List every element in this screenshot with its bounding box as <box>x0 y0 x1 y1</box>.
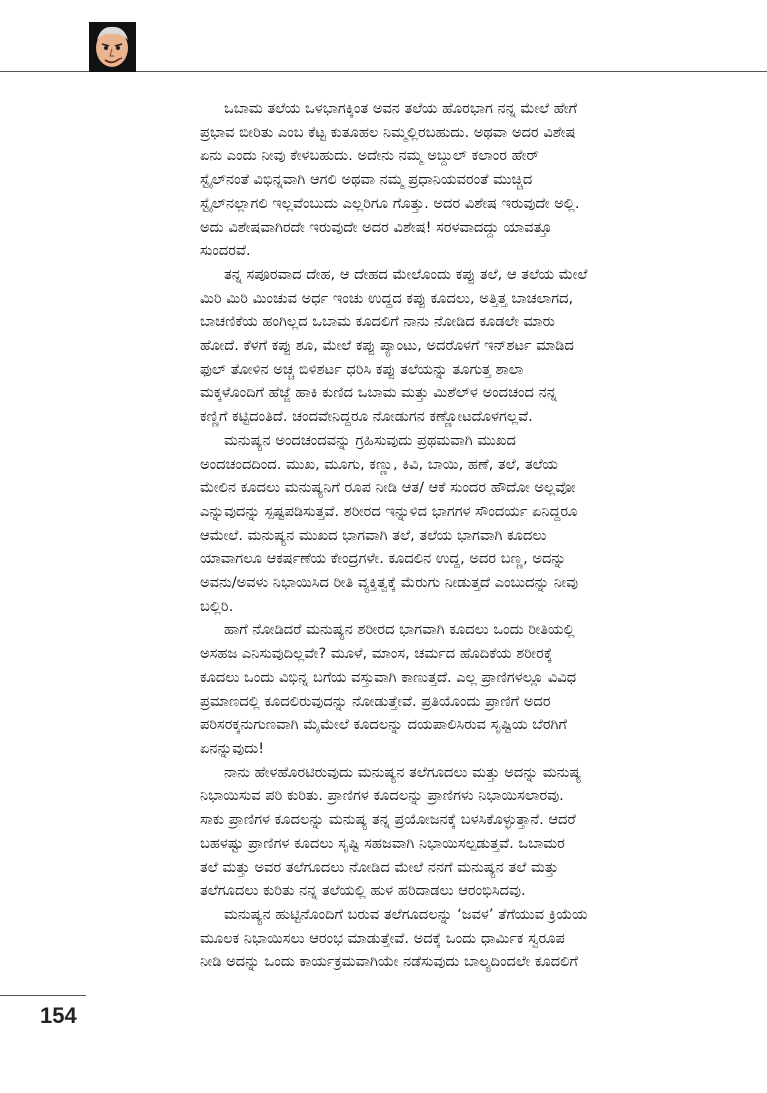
text-line: ಏನನ್ನುವುದು! <box>200 739 265 757</box>
text-line: ಅದು ವಿಶೇಷವಾಗಿರದೇ ಇರುವುದೇ ಅದರ ವಿಶೇಷ! ಸರಳವಾದದ್ದು ಯಾವತ್ತೂ <box>200 218 552 236</box>
text-line: ಕಣ್ಣಿಗೆ ಕಟ್ಟಿದಂತಿದೆ. ಚಂದವೇನಿದ್ದರೂ ನೋಡುಗನ ಕಣ್ಣೋಟದೊಳಗಲ್ಲವೆ. <box>200 408 533 426</box>
caricature-icon <box>89 22 136 72</box>
page-number: 154 <box>40 1003 77 1028</box>
text-line: ಆಮೇಲೆ. ಮನುಷ್ಯನ ಮುಖದ ಭಾಗವಾಗಿ ತಲೆ, ತಲೆಯ ಭಾಗವಾಗಿ ಕೂದಲು <box>200 526 547 544</box>
text-line: ಪ್ರಮಾಣದಲ್ಲಿ ಕೂದಲಿರುವುದನ್ನು ನೋಡುತ್ತೇವೆ. ಪ್ರತಿಯೊಂದು ಪ್ರಾಣಿಗೆ ಅದರ <box>200 692 551 710</box>
text-line: ಮಿರಿ ಮಿರಿ ಮಿಂಚುವ ಅರ್ಧ ಇಂಚು ಉದ್ದದ ಕಪ್ಪು ಕೂದಲು, ಅತ್ತಿತ್ತ ಬಾಚಲಾಗದ, <box>200 289 574 307</box>
text-line: ಹೋದೆ. ಕೆಳಗೆ ಕಪ್ಪು ಶೂ, ಮೇಲೆ ಕಪ್ಪು ಪ್ಯಾಂಟು, ಅದರೊಳಗೆ ಇನ್‌ಶರ್ಟ ಮಾಡಿದ <box>200 337 574 355</box>
footer-rule <box>0 995 86 996</box>
text-line: ಹಾಗೆ ನೋಡಿದರೆ ಮನುಷ್ಯನ ಶರೀರದ ಭಾಗವಾಗಿ ಕೂದಲು ಒಂದು ರೀತಿಯಲ್ಲಿ <box>224 621 575 639</box>
text-line: ಬಹಳಷ್ಟು ಪ್ರಾಣಿಗಳ ಕೂದಲು ಸೃಷ್ಟಿ ಸಹಜವಾಗಿ ನಿಭಾಯಿಸಲ್ಪಡುತ್ತವೆ. ಒಬಾಮರ <box>200 834 565 852</box>
paragraph-4 <box>200 618 670 760</box>
paragraph-5 <box>200 761 670 903</box>
author-logo <box>89 22 136 72</box>
text-line: ಮನುಷ್ಯನ ಹುಟ್ಟಿನೊಂದಿಗೆ ಬರುವ ತಲೆಗೂದಲನ್ನು ‘ಜವಳ’ ತೆಗೆಯುವ ಕ್ರಿಯೆಯ <box>224 905 588 923</box>
text-line: ಅವನು/ಅವಳು ನಿಭಾಯಿಸಿದ ರೀತಿ ವ್ಯಕ್ತಿತ್ವಕ್ಕೆ ಮೆರುಗು ನೀಡುತ್ತದೆ ಎಂಬುದನ್ನು ನೀವು <box>200 574 579 592</box>
text-line: ಸ್ಟೈಲ್‌ನಂತೆ ವಿಭಿನ್ನವಾಗಿ ಆಗಲಿ ಅಥವಾ ನಮ್ಮ ಪ್ರಧಾನಿಯವರಂತೆ ಮುಚ್ಚಿದ <box>200 171 533 189</box>
text-line: ಬಲ್ಲಿರಿ. <box>200 597 234 615</box>
paragraph-1 <box>200 97 670 263</box>
article-body <box>200 97 670 974</box>
paragraph-2 <box>200 263 670 429</box>
text-line: ಒಬಾಮ ತಲೆಯ ಒಳಭಾಗಕ್ಕಿಂತ ಅವನ ತಲೆಯ ಹೊರಭಾಗ ನನ್ನ ಮೇಲೆ ಹೇಗೆ <box>224 100 578 117</box>
text-line: ಬಾಚಣಿಕೆಯ ಹಂಗಿಲ್ಲದ ಒಬಾಮ ಕೂದಲಿಗೆ ನಾನು ನೋಡಿದ ಕೂಡಲೇ ಮಾರು <box>200 313 555 331</box>
text-line: ತಲೆ ಮತ್ತು ಅವರ ತಲೆಗೂದಲು ನೋಡಿದ ಮೇಲೆ ನನಗೆ ಮನುಷ್ಯನ ತಲೆ ಮತ್ತು <box>200 858 559 876</box>
text-line: ಪರಿಸರಕ್ಕನುಗುಣವಾಗಿ ಮೈಮೇಲೆ ಕೂದಲನ್ನು ದಯಪಾಲಿಸಿರುವ ಸೃಷ್ಟಿಯ ಬೆರಗಿಗೆ <box>200 716 567 734</box>
text-line: ನಿಭಾಯಿಸುವ ಪರಿ ಕುರಿತು. ಪ್ರಾಣಿಗಳ ಕೂದಲನ್ನು ಪ್ರಾಣಿಗಳು ನಿಭಾಯಿಸಲಾರವು. <box>200 787 564 805</box>
paragraph-3 <box>200 429 670 619</box>
text-line: ಅಸಹಜ ಎನಿಸುವುದಿಲ್ಲವೇ? ಮೂಳೆ, ಮಾಂಸ, ಚರ್ಮದ ಹೊದಿಕೆಯ ಶರೀರಕ್ಕೆ <box>200 645 553 663</box>
text-line: ಅಂದಚಂದದಿಂದ. ಮುಖ, ಮೂಗು, ಕಣ್ಣು, ಕಿವಿ, ಬಾಯಿ, ಹಣೆ, ತಲೆ, ತಲೆಯ <box>200 455 558 473</box>
text-line: ತನ್ನ ಸಪೂರವಾದ ದೇಹ, ಆ ದೇಹದ ಮೇಲೊಂದು ಕಪ್ಪು ತಲೆ, ಆ ತಲೆಯ ಮೇಲೆ <box>224 265 588 283</box>
text-line: ತಲೆಗೂದಲು ಕುರಿತು ನನ್ನ ತಲೆಯಲ್ಲಿ ಹುಳ ಹರಿದಾಡಲು ಆರಂಭಿಸಿದವು. <box>200 882 526 900</box>
text-line: ಸಾಕು ಪ್ರಾಣಿಗಳ ಕೂದಲನ್ನು ಮನುಷ್ಯ ತನ್ನ ಪ್ರಯೋಜನಕ್ಕೆ ಬಳಸಿಕೊಳ್ಳುತ್ತಾನೆ. ಆದರೆ <box>200 811 576 829</box>
text-line: ನಾನು ಹೇಳಹೊರಟಿರುವುದು ಮನುಷ್ಯನ ತಲೆಗೂದಲು ಮತ್ತು ಅದನ್ನು ಮನುಷ್ಯ <box>224 763 582 781</box>
text-line: ಕೂದಲು ಒಂದು ವಿಭಿನ್ನ ಬಗೆಯ ವಸ್ತುವಾಗಿ ಕಾಣುತ್ತದೆ. ಎಲ್ಲ ಪ್ರಾಣಿಗಳಲ್ಲೂ ವಿವಿಧ <box>200 668 577 686</box>
text-line: ನೀಡಿ ಅದನ್ನು ಒಂದು ಕಾರ್ಯಕ್ರಮವಾಗಿಯೇ ನಡೆಸುವುದು ಬಾಲ್ಯದಿಂದಲೇ ಕೂದಲಿಗೆ <box>200 953 578 971</box>
text-line: ಎನ್ನುವುದನ್ನು ಸ್ಪಷ್ಟಪಡಿಸುತ್ತವೆ. ಶರೀರದ ಇನ್ನುಳಿದ ಭಾಗಗಳ ಸೌಂದರ್ಯ ಏನಿದ್ದರೂ <box>200 502 578 520</box>
text-line: ಸುಂದರವೆ. <box>200 242 251 260</box>
paragraph-6 <box>200 903 670 974</box>
text-line: ಸ್ಟೈಲ್‌ನಲ್ಲಾಗಲಿ ಇಲ್ಲವೆಂಬುದು ಎಲ್ಲರಿಗೂ ಗೊತ್ತು. ಅದರ ವಿಶೇಷ ಇರುವುದೇ ಅಲ್ಲಿ. <box>200 194 580 212</box>
text-line: ಮೂಲಕ ನಿಭಾಯಿಸಲು ಆರಂಭ ಮಾಡುತ್ತೇವೆ. ಅದಕ್ಕೆ ಒಂದು ಧಾರ್ಮಿಕ ಸ್ವರೂಪ <box>200 929 565 947</box>
text-line: ಏನು ಎಂದು ನೀವು ಕೇಳಬಹುದು. ಅದೇನು ನಮ್ಮ ಅಬ್ದುಲ್ ಕಲಾಂರ ಹೇರ್ <box>200 147 539 165</box>
text-line: ಪ್ರಭಾವ ಬೀರಿತು ಎಂಬ ಕೆಟ್ಟ ಕುತೂಹಲ ನಿಮ್ಮಲ್ಲಿರಬಹುದು. ಅಥವಾ ಅದರ ವಿಶೇಷ <box>200 123 576 141</box>
text-line: ಫುಲ್ ತೋಳಿನ ಅಚ್ಚ ಬಿಳಿಶರ್ಟ ಧರಿಸಿ ಕಪ್ಪು ತಲೆಯನ್ನು ತೂಗುತ್ತ ಶಾಲಾ <box>200 360 524 378</box>
text-line: ಮನುಷ್ಯನ ಅಂದಚಂದವನ್ನು ಗ್ರಹಿಸುವುದು ಪ್ರಥಮವಾಗಿ ಮುಖದ <box>224 431 516 449</box>
text-line: ಮಕ್ಕಳೊಂದಿಗೆ ಹೆಜ್ಜೆ ಹಾಕಿ ಕುಣಿದ ಒಬಾಮ ಮತ್ತು ಮಿಶೆಲ್‌ಳ ಅಂದಚಂದ ನನ್ನ <box>200 384 557 402</box>
text-line: ಮೇಲಿನ ಕೂದಲು ಮನುಷ್ಯನಿಗೆ ರೂಪ ನೀಡಿ ಆತ/ ಆಕೆ ಸುಂದರ ಹೌದೋ ಅಲ್ಲವೋ <box>200 479 576 497</box>
text-line: ಯಾವಾಗಲೂ ಆಕರ್ಷಣೆಯ ಕೇಂದ್ರಗಳೇ. ಕೂದಲಿನ ಉದ್ದ, ಅದರ ಬಣ್ಣ, ಅದನ್ನು <box>200 550 567 568</box>
